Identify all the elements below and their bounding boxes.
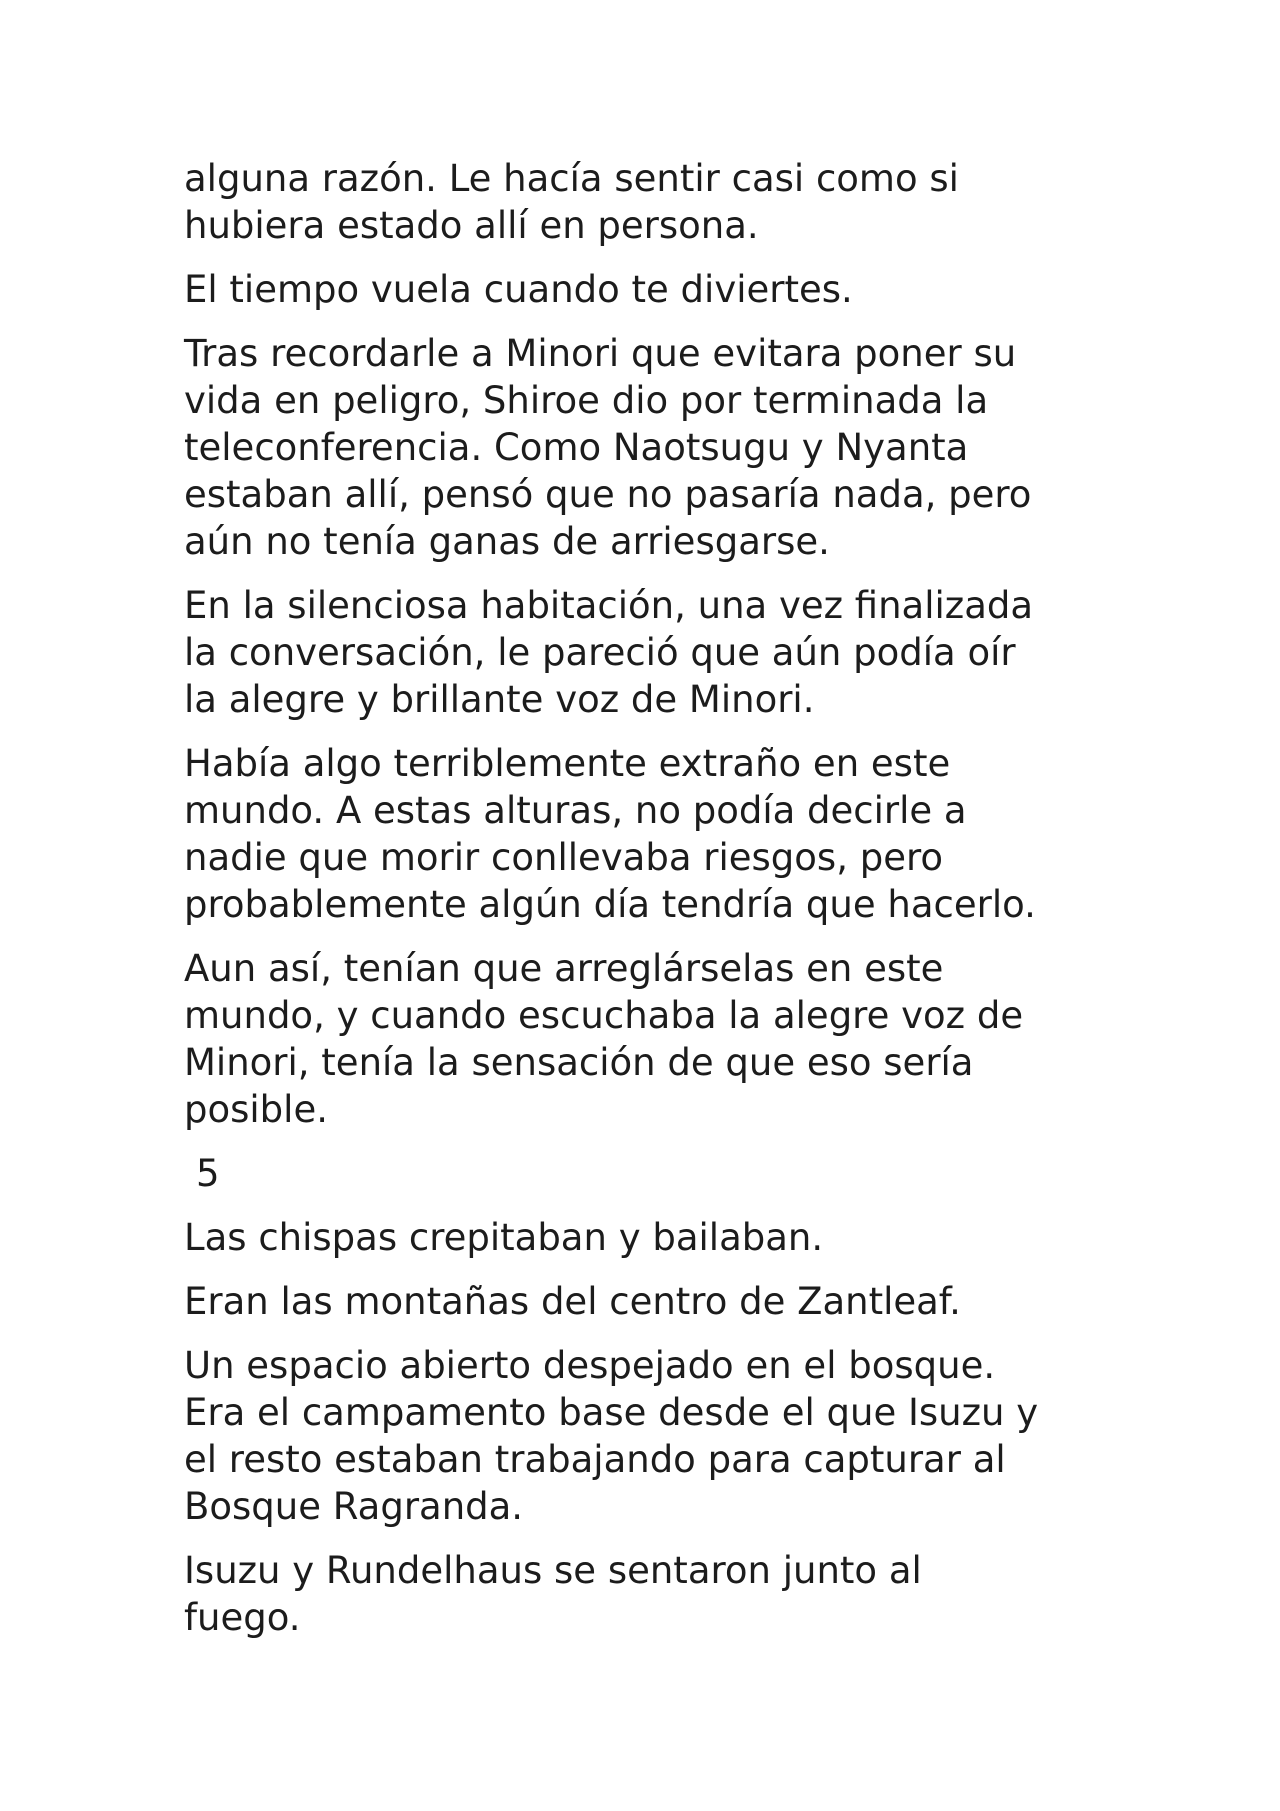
section-number: 5 bbox=[196, 1152, 220, 1195]
paragraph: Un espacio abierto despejado en el bosque. Era el campamento base desde el que Isuzu y el resto estaban trabajando para capturar al Bosque Ragranda. bbox=[184, 1344, 1039, 1528]
body-text bbox=[184, 155, 1124, 1658]
paragraph: Isuzu y Rundelhaus se sentaron junto al fuego. bbox=[184, 1549, 922, 1639]
paragraph: El tiempo vuela cuando te diviertes. bbox=[184, 268, 853, 311]
paragraph: Aun así, tenían que arreglárselas en este mundo, y cuando escuchaba la alegre voz de Minori, tenía la sensación de que eso sería posible. bbox=[184, 947, 1024, 1131]
paragraph: En la silenciosa habitación, una vez finalizada la conversación, le pareció que aún podía oír la alegre y brillante voz de Minori. bbox=[184, 584, 1034, 721]
paragraph: alguna razón. Le hacía sentir casi como si hubiera estado allí en persona. bbox=[184, 157, 959, 247]
paragraph: Las chispas crepitaban y bailaban. bbox=[184, 1216, 824, 1259]
paragraph: Había algo terriblemente extraño en este mundo. A estas alturas, no podía decirle a nadie que morir conllevaba riesgos, pero probablemente algún día tendría que hacerlo. bbox=[184, 742, 1036, 926]
paragraph: Eran las montañas del centro de Zantleaf. bbox=[184, 1280, 961, 1323]
paragraph: Tras recordarle a Minori que evitara poner su vida en peligro, Shiroe dio por terminada la teleconferencia. Como Naotsugu y Nyanta estaban allí, pensó que no pasaría nada, pero aún no tenía ganas de arriesgarse. bbox=[184, 332, 1032, 563]
